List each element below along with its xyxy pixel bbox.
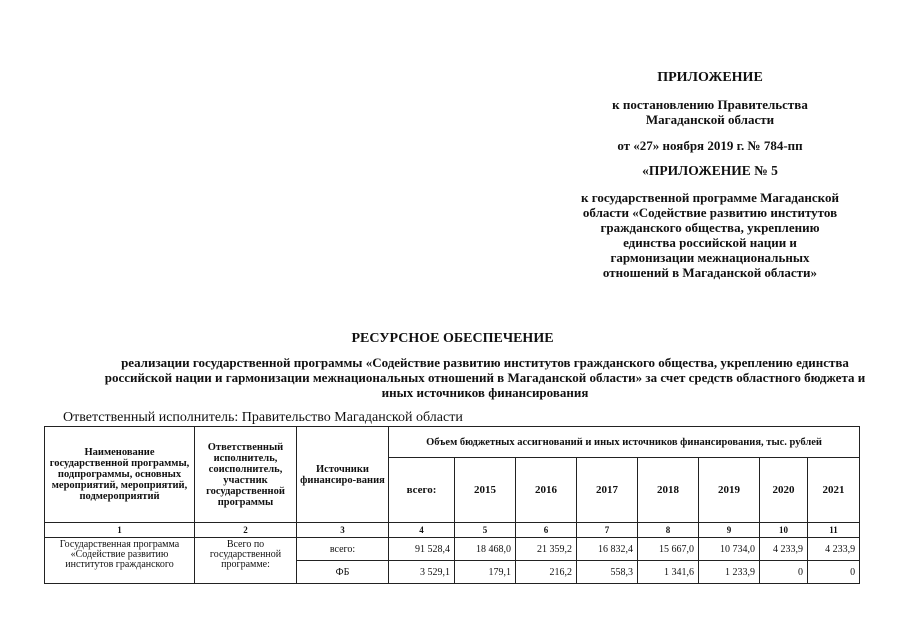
column-number: 4 — [389, 523, 455, 538]
appendix-to-program: к государственной программе Магаданской области «Содействие развитию институтов гражданского общества, укреплению единства российской нации и гармонизации межнациональных отношений в Магаданской области» — [581, 190, 839, 280]
value-cell: 216,2 — [516, 561, 577, 584]
value-cell: 558,3 — [577, 561, 638, 584]
value-cell: 4 233,9 — [808, 538, 860, 561]
value-cell: 15 667,0 — [638, 538, 699, 561]
column-number: 9 — [699, 523, 760, 538]
source-cell: ФБ — [297, 561, 389, 584]
column-number: 6 — [516, 523, 577, 538]
column-number: 5 — [455, 523, 516, 538]
column-number: 3 — [297, 523, 389, 538]
column-number: 7 — [577, 523, 638, 538]
header-year: 2019 — [699, 458, 760, 523]
value-cell: 18 468,0 — [455, 538, 516, 561]
column-number: 8 — [638, 523, 699, 538]
header-year: 2015 — [455, 458, 516, 523]
column-number: 2 — [195, 523, 297, 538]
responsible-executor: Ответственный исполнитель: Правительство Магаданской области — [63, 410, 463, 425]
header-year: 2017 — [577, 458, 638, 523]
program-executor-cell: Всего по государственной программе: — [195, 538, 297, 584]
value-cell: 10 734,0 — [699, 538, 760, 561]
header-year: 2018 — [638, 458, 699, 523]
header-source: Источники финансиро-вания — [297, 427, 389, 523]
value-cell: 16 832,4 — [577, 538, 638, 561]
column-number: 10 — [760, 523, 808, 538]
value-cell: 1 233,9 — [699, 561, 760, 584]
appendix-title: ПРИЛОЖЕНИЕ — [657, 70, 763, 85]
header-name: Наименование государственной программы, подпрограммы, основных мероприятий, мероприятий, подмероприятий — [45, 427, 195, 523]
column-number-row — [45, 523, 860, 538]
resource-table — [44, 426, 860, 584]
column-number: 11 — [808, 523, 860, 538]
source-cell: всего: — [297, 538, 389, 561]
value-cell: 179,1 — [455, 561, 516, 584]
header-total: всего: — [389, 458, 455, 523]
column-number: 1 — [45, 523, 195, 538]
value-cell: 0 — [808, 561, 860, 584]
value-cell: 4 233,9 — [760, 538, 808, 561]
appendix-date-line: от «27» ноября 2019 г. № 784-пп — [617, 138, 803, 153]
value-cell: 0 — [760, 561, 808, 584]
header-year: 2021 — [808, 458, 860, 523]
header-executor: Ответственный исполнитель, соисполнитель, участник государственной программы — [195, 427, 297, 523]
value-cell: 21 359,2 — [516, 538, 577, 561]
document-title: РЕСУРСНОЕ ОБЕСПЕЧЕНИЕ — [351, 331, 554, 346]
header-budget-group: Объем бюджетных ассигнований и иных источников финансирования, тыс. рублей — [389, 427, 860, 458]
value-cell: 91 528,4 — [389, 538, 455, 561]
header-year: 2020 — [760, 458, 808, 523]
value-cell: 3 529,1 — [389, 561, 455, 584]
program-name-cell: Государственная программа «Содействие развитию институтов гражданского — [45, 538, 195, 584]
document-subtitle: реализации государственной программы «Содействие развитию институтов гражданского общества, укреплению единства российской нации и гармонизации межнациональных отношений в Магаданской области» за счет средств областного бюджета и иных источников финансирования — [104, 355, 866, 400]
appendix-number: «ПРИЛОЖЕНИЕ № 5 — [642, 163, 778, 178]
appendix-to-decree: к постановлению Правительства Магаданской области — [612, 97, 808, 127]
header-year: 2016 — [516, 458, 577, 523]
table-row — [45, 538, 860, 561]
value-cell: 1 341,6 — [638, 561, 699, 584]
